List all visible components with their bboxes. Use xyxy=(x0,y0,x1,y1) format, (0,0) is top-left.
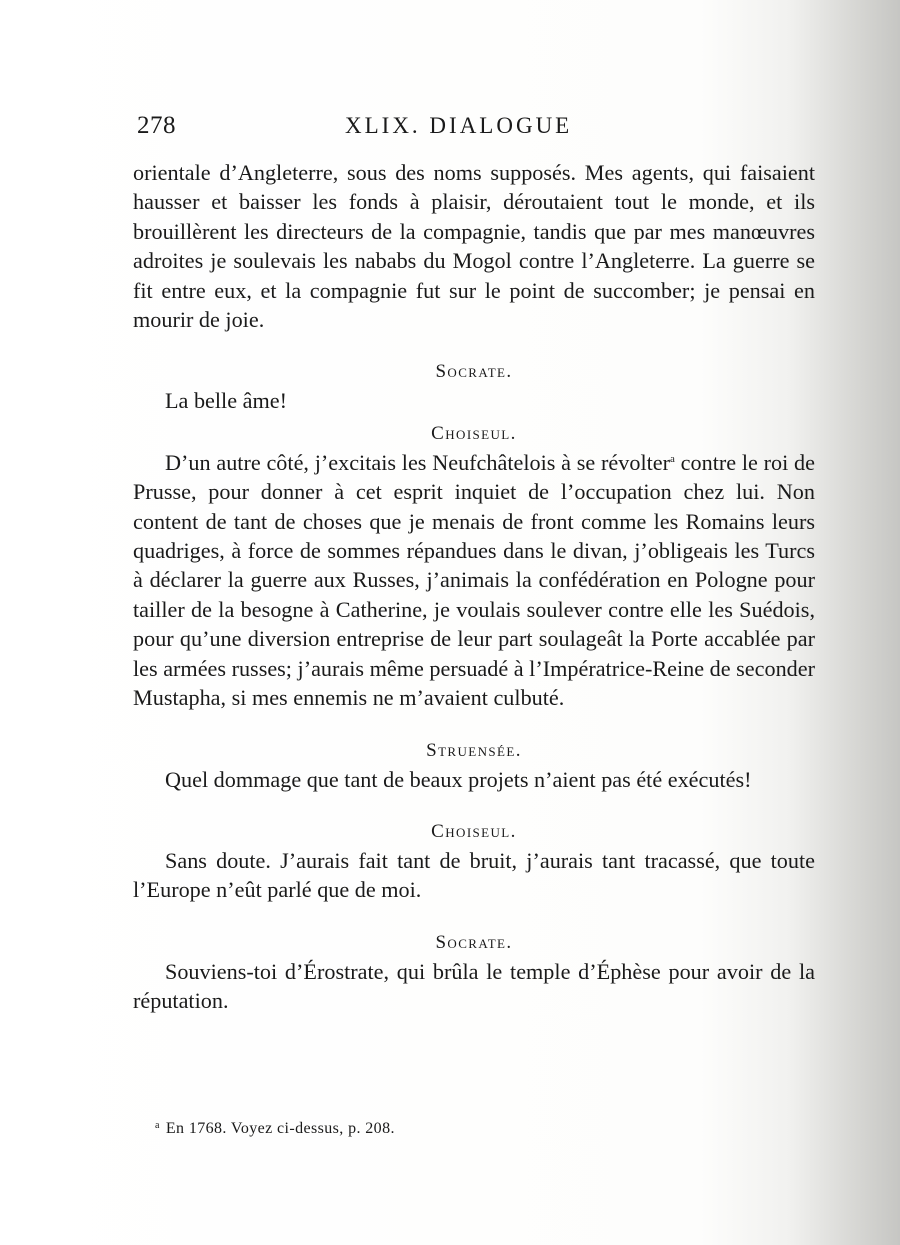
footnote-text: En 1768. Voyez ci-dessus, p. 208. xyxy=(165,1120,395,1137)
speaker-socrate: Socrate. xyxy=(435,361,513,383)
speaker-choiseul-second: Choiseul. xyxy=(431,820,517,842)
speaker-choiseul: Choiseul. xyxy=(431,422,517,444)
paragraph-socrate-final: Souviens-toi d’Érostrate, qui brûla le temple d’Éphèse pour avoir de la réputation. xyxy=(133,958,815,1014)
running-head: XLIX. DIALOGUE xyxy=(345,113,573,138)
paragraph-choiseul-text-b: contre le roi de Prusse, pour donner à cet esprit inquiet de l’occupation chez lui. Non content de tant de choses que je menais de front comme les Romains leurs quadriges, à force de sommes répandues dans le divan, j’obligeais les Turcs à déclarer la guerre aux Russes, j’animais la confédération en Pologne pour tailler de la besogne à Catherine, je voulais soulever contre elle les Suédois, pour qu’une diversion entreprise de leur part soulageât la Porte accablée par les armées russes; j’aurais même persuadé à l’Impératrice-Reine de seconder Mustapha, si mes ennemis ne m’avaient culbuté. xyxy=(133,449,815,711)
page-number: 278 xyxy=(137,112,176,139)
paragraph-struensee-reply: Quel dommage que tant de beaux projets n’aient pas été exécutés! xyxy=(165,766,752,792)
footnote-mark: a xyxy=(155,1120,160,1131)
paragraph-socrate-reply: La belle âme! xyxy=(165,388,287,414)
footnote-reference: a xyxy=(670,452,675,465)
speaker-socrate-second: Socrate. xyxy=(435,931,513,953)
speaker-struensee: Struensée. xyxy=(426,739,522,761)
paragraph-choiseul-text-a: D’un autre côté, j’excitais les Neufchâtelois à se révolter xyxy=(165,449,671,475)
main-text xyxy=(133,158,815,1016)
paragraph-choiseul-speech xyxy=(133,448,815,713)
footnote xyxy=(155,1120,395,1138)
paragraph-choiseul-reply: Sans doute. J’aurais fait tant de bruit, j’aurais tant tracassé, que toute l’Europe n’eût parlé que de moi. xyxy=(133,847,815,903)
paragraph-continuation: orientale d’Angleterre, sous des noms supposés. Mes agents, qui faisaient hausser et baisser les fonds à plaisir, déroutaient tout le monde, et ils brouillèrent les directeurs de la compagnie, tandis que par mes manœuvres adroites je soulevais les nababs du Mogol contre l’Angleterre. La guerre se fit entre eux, et la compagnie fut sur le point de succomber; je pensai en mourir de joie. xyxy=(133,160,815,333)
